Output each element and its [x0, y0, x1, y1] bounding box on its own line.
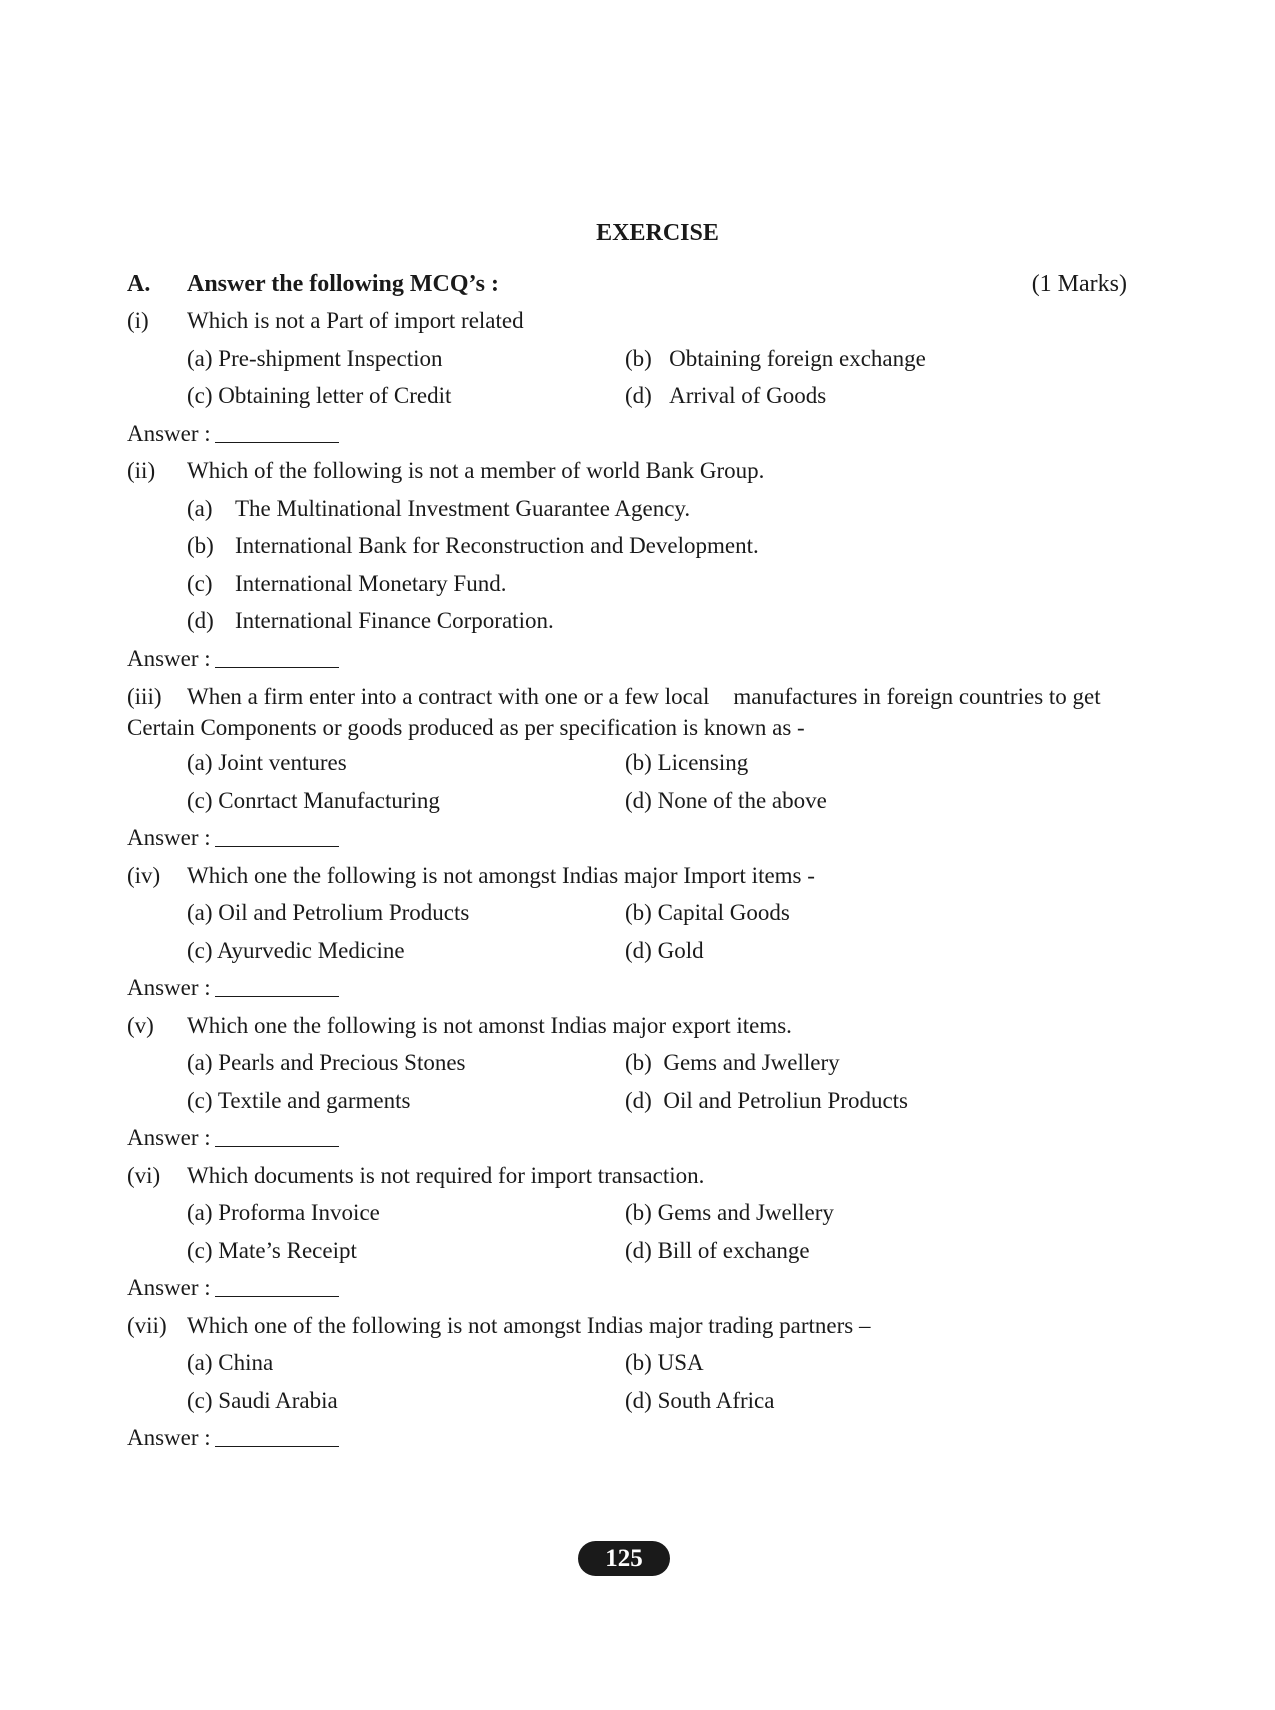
option-d: (d) South Africa	[625, 1387, 775, 1413]
option-c: (c) Textile and garments	[187, 1087, 411, 1113]
option-text: International Finance Corporation.	[235, 608, 554, 633]
question-1	[127, 302, 1137, 340]
option-a	[127, 490, 1137, 528]
option-row	[127, 377, 1137, 415]
answer-blank[interactable]	[215, 418, 339, 443]
option-a: (a) Proforma Invoice	[187, 1200, 380, 1225]
option-row	[127, 744, 1137, 782]
answer-label: Answer :	[127, 1425, 211, 1450]
option-row	[127, 932, 1137, 970]
option-b: (b) Licensing	[625, 750, 749, 775]
question-4	[127, 857, 1137, 895]
option-row	[127, 894, 1137, 932]
option-d: (d) None of the above	[625, 787, 827, 813]
answer-label: Answer :	[127, 645, 211, 671]
answer-line	[127, 1419, 1137, 1457]
option-c: (c) Mate’s Receipt	[187, 1237, 357, 1263]
answer-line	[127, 819, 1137, 857]
question-number: (ii)	[127, 458, 156, 483]
option-row	[127, 1194, 1137, 1232]
question-text: Which of the following is not a member of world Bank Group.	[187, 458, 765, 483]
answer-line	[127, 969, 1137, 1007]
question-text-part1: When a firm enter into a contract with one or a few local	[187, 684, 710, 709]
option-text: International Monetary Fund.	[235, 570, 507, 596]
option-a: (a) Joint ventures	[187, 750, 347, 775]
option-row	[127, 1382, 1137, 1420]
option-b: (b) Gems and Jwellery	[625, 1200, 834, 1225]
question-text: Which documents is not required for import transaction.	[187, 1162, 705, 1188]
question-text: Which is not a Part of import related	[187, 308, 524, 333]
option-b: (b) Capital Goods	[625, 900, 790, 925]
section-marks: (1 Marks)	[1031, 271, 1127, 297]
answer-blank[interactable]	[215, 822, 339, 847]
answer-label: Answer :	[127, 825, 211, 850]
option-a: (a) Pearls and Precious Stones	[187, 1050, 466, 1075]
question-number: (iv)	[127, 862, 161, 888]
option-c: (c) Obtaining letter of Credit	[187, 383, 452, 408]
question-text-line2: Certain Components or goods produced as per specification is known as -	[127, 715, 805, 740]
question-6	[127, 1157, 1137, 1195]
question-2	[127, 452, 1137, 490]
option-row	[127, 1232, 1137, 1270]
question-text: Which one the following is not amonst Indias major export items.	[187, 1012, 792, 1038]
question-number: (i)	[127, 308, 149, 333]
option-a: (a) Pre-shipment Inspection	[187, 345, 443, 371]
question-list	[127, 302, 1137, 1457]
answer-label: Answer :	[127, 420, 211, 446]
option-d: (d) Arrival of Goods	[625, 383, 827, 408]
answer-line	[127, 640, 1137, 678]
option-label: (d)	[187, 608, 214, 633]
answer-blank[interactable]	[215, 643, 339, 668]
answer-line	[127, 1119, 1137, 1157]
answer-blank[interactable]	[215, 1122, 339, 1147]
question-text: Which one the following is not amongst Indias major Import items -	[187, 862, 815, 888]
option-row	[127, 1044, 1137, 1082]
option-b: (b) Obtaining foreign exchange	[625, 345, 926, 371]
option-label: (b)	[187, 533, 214, 558]
question-3	[127, 677, 1137, 744]
option-label: (a)	[187, 495, 213, 521]
answer-blank[interactable]	[215, 1422, 339, 1447]
option-label: (c)	[187, 570, 213, 596]
option-row	[127, 1082, 1137, 1120]
option-d: (d) Gold	[625, 937, 704, 963]
option-b: (b) USA	[625, 1350, 704, 1375]
option-c: (c) Saudi Arabia	[187, 1387, 338, 1413]
option-row	[127, 1344, 1137, 1382]
question-number: (v)	[127, 1012, 154, 1038]
answer-line	[127, 1269, 1137, 1307]
option-d: (d) Oil and Petroliun Products	[625, 1087, 909, 1113]
question-5	[127, 1007, 1137, 1045]
answer-blank[interactable]	[215, 972, 339, 997]
question-text-part2: manufactures in foreign countries to get	[733, 684, 1101, 709]
page-title: EXERCISE	[596, 220, 719, 246]
answer-label: Answer :	[127, 1125, 211, 1150]
question-number: (vii)	[127, 1312, 167, 1338]
option-text: International Bank for Reconstruction and Development.	[235, 533, 759, 558]
option-a: (a) Oil and Petrolium Products	[187, 900, 470, 925]
answer-label: Answer :	[127, 975, 211, 1000]
section-header	[127, 268, 1127, 300]
section-heading: Answer the following MCQ’s :	[187, 271, 499, 297]
section-letter: A.	[127, 271, 151, 297]
option-d: (d) Bill of exchange	[625, 1237, 810, 1263]
page-number: 125	[578, 1541, 670, 1576]
option-row	[127, 782, 1137, 820]
option-d	[127, 602, 1137, 640]
answer-label: Answer :	[127, 1275, 211, 1300]
question-number: (iii)	[127, 684, 162, 709]
question-number: (vi)	[127, 1162, 161, 1188]
answer-line	[127, 415, 1137, 453]
question-7	[127, 1307, 1137, 1345]
question-text: Which one of the following is not amongst Indias major trading partners –	[187, 1312, 871, 1338]
option-text: The Multinational Investment Guarantee Agency.	[235, 495, 691, 521]
option-c	[127, 565, 1137, 603]
answer-blank[interactable]	[215, 1272, 339, 1297]
option-c: (c) Ayurvedic Medicine	[187, 937, 405, 963]
option-b	[127, 527, 1137, 565]
option-b: (b) Gems and Jwellery	[625, 1050, 840, 1075]
option-c: (c) Conrtact Manufacturing	[187, 787, 440, 813]
option-row	[127, 340, 1137, 378]
option-a: (a) China	[187, 1350, 274, 1375]
